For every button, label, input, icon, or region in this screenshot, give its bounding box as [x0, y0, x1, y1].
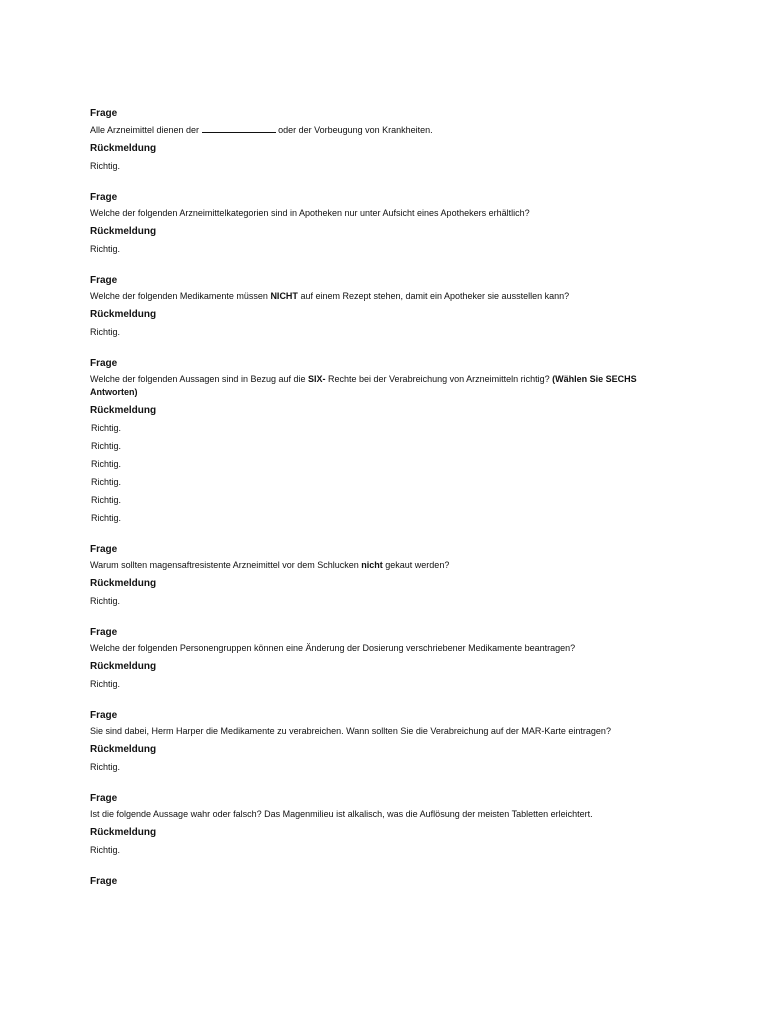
question-heading: Frage [90, 358, 118, 369]
question-text-part: oder der Vorbeugung von Krankheiten. [275, 125, 433, 135]
feedback-heading: Rückmeldung [90, 226, 157, 237]
quiz-feedback-document [90, 106, 680, 905]
feedback-heading: Rückmeldung [90, 405, 157, 416]
question-text-part: Welche der folgenden Aussagen sind in Bezug auf die [90, 374, 308, 384]
question-text-part: Warum sollten magensaftresistente Arzneimittel vor dem Schlucken [90, 560, 362, 570]
feedback-heading: Rückmeldung [90, 827, 157, 838]
feedback-text: Richtig. [91, 441, 122, 451]
feedback-text: Richtig. [91, 423, 122, 433]
question-heading: Frage [90, 275, 118, 286]
question-block-4 [90, 356, 680, 526]
question-text [90, 290, 680, 303]
feedback-heading: Rückmeldung [90, 143, 157, 154]
question-heading: Frage [90, 108, 118, 119]
feedback-text: Richtig. [90, 845, 121, 855]
question-text [90, 559, 680, 572]
question-heading: Frage [90, 793, 118, 804]
question-block-5 [90, 542, 680, 609]
question-emphasis: nicht [361, 560, 383, 570]
question-heading: Frage [90, 192, 118, 203]
question-text: Ist die folgende Aussage wahr oder falsch? Das Magenmilieu ist alkalisch, was die Auflösung der meisten Tabletten erleichtert. [90, 809, 593, 819]
question-text-part: Rechte bei der Verabreichung von Arzneimitteln richtig? [325, 374, 553, 384]
feedback-text: Richtig. [91, 477, 122, 487]
feedback-text: Richtig. [91, 459, 122, 469]
question-emphasis: NICHT [270, 291, 298, 301]
feedback-heading: Rückmeldung [90, 744, 157, 755]
feedback-text: Richtig. [90, 327, 121, 337]
feedback-text: Richtig. [91, 513, 122, 523]
question-text [90, 123, 680, 137]
question-block-8 [90, 791, 680, 858]
question-text: Sie sind dabei, Herm Harper die Medikamente zu verabreichen. Wann sollten Sie die Verabreichung auf der MAR-Karte eintragen? [90, 726, 611, 736]
feedback-text: Richtig. [90, 244, 121, 254]
feedback-text: Richtig. [90, 762, 121, 772]
question-block-7 [90, 708, 680, 775]
feedback-text: Richtig. [90, 161, 121, 171]
feedback-heading: Rückmeldung [90, 578, 157, 589]
question-instruction: (Wählen Sie SECHS Antworten) [90, 374, 637, 397]
question-block-1 [90, 106, 680, 174]
question-text-part: auf einem Rezept stehen, damit ein Apotheker sie ausstellen kann? [297, 291, 570, 301]
question-block-2 [90, 190, 680, 257]
feedback-text: Richtig. [90, 679, 121, 689]
question-text-part: Alle Arzneimittel dienen der [90, 125, 202, 135]
fill-in-blank [202, 123, 276, 133]
question-text: Welche der folgenden Arzneimittelkategorien sind in Apotheken nur unter Aufsicht eines Apothekers erhältlich? [90, 208, 530, 218]
feedback-text: Richtig. [91, 495, 122, 505]
question-block-6 [90, 625, 680, 692]
feedback-text: Richtig. [90, 596, 121, 606]
question-block-3 [90, 273, 680, 340]
question-heading: Frage [90, 710, 118, 721]
question-heading: Frage [90, 627, 118, 638]
feedback-heading: Rückmeldung [90, 309, 157, 320]
question-emphasis: SIX- [308, 374, 326, 384]
question-text-part: Welche der folgenden Medikamente müssen [90, 291, 271, 301]
question-text [90, 373, 680, 399]
feedback-heading: Rückmeldung [90, 661, 157, 672]
question-text: Welche der folgenden Personengruppen können eine Änderung der Dosierung verschriebener Medikamente beantragen? [90, 643, 576, 653]
question-text-part: gekaut werden? [382, 560, 450, 570]
question-heading: Frage [90, 544, 118, 555]
question-block-9 [90, 874, 680, 889]
question-heading: Frage [90, 876, 118, 887]
